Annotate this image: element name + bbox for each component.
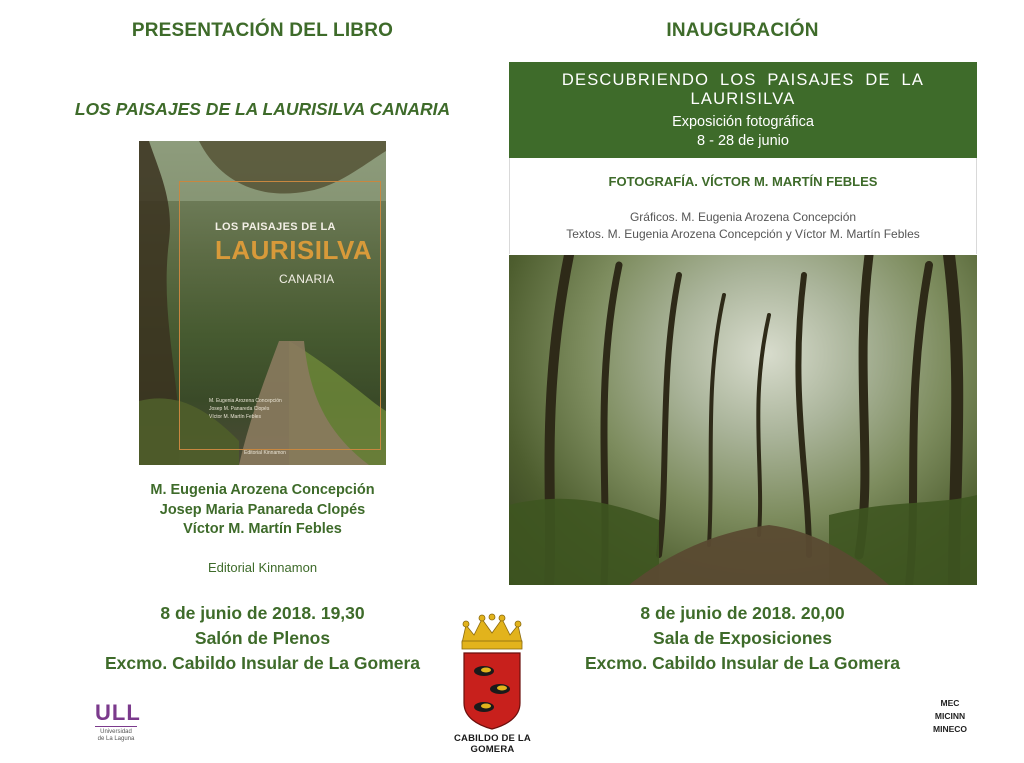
presentation-institution: Excmo. Cabildo Insular de La Gomera xyxy=(104,653,421,673)
exhibition-title: DESCUBRIENDO LOS PAISAJES DE LA LAURISILVA xyxy=(561,71,925,108)
texts-credit: Textos. M. Eugenia Arozena Concepción y Víctor M. Martín Febles xyxy=(566,227,920,241)
presentation-event-details xyxy=(60,601,465,676)
cover-author: Josep M. Panareda Clopés xyxy=(209,406,270,412)
inauguration-venue: Sala de Exposiciones xyxy=(653,628,832,648)
exhibition-subtitle: Exposición fotográfica xyxy=(672,114,814,130)
book-presentation-heading: PRESENTACIÓN DEL LIBRO xyxy=(131,20,394,41)
ull-logo-mark: ULL xyxy=(95,700,141,725)
graphics-credit: Gráficos. M. Eugenia Arozena Concepción xyxy=(629,210,857,224)
ministry-label: MEC xyxy=(940,698,960,708)
forest-photograph xyxy=(509,255,977,585)
cabildo-name: CABILDO DE LA GOMERA xyxy=(453,733,531,755)
cover-author: Víctor M. Martín Febles xyxy=(209,414,261,420)
cover-author: M. Eugenia Arozena Concepción xyxy=(209,398,282,404)
author-name: Josep Maria Panareda Clopés xyxy=(159,501,366,518)
ministry-label: MINECO xyxy=(933,724,967,734)
book-cover-image xyxy=(139,141,386,465)
credits-box xyxy=(509,158,977,254)
book-publisher: Editorial Kinnamon xyxy=(207,560,318,575)
presentation-venue: Salón de Plenos xyxy=(194,628,331,648)
book-title: LOS PAISAJES DE LA LAURISILVA CANARIA xyxy=(74,99,451,119)
cabildo-crest-icon xyxy=(452,613,532,731)
ull-line2: de La Laguna xyxy=(97,736,135,742)
cover-title-line2: LAURISILVA xyxy=(215,235,373,265)
ull-logo-divider xyxy=(95,726,137,727)
presentation-date: 8 de junio de 2018. 19,30 xyxy=(160,603,365,623)
author-name: M. Eugenia Arozena Concepción xyxy=(150,482,375,498)
author-name: Víctor M. Martín Febles xyxy=(183,521,342,537)
exhibition-subtitle-block xyxy=(509,113,977,151)
inauguration-event-details xyxy=(540,601,945,676)
inauguration-heading: INAUGURACIÓN xyxy=(666,20,819,41)
forest-trees-illustration xyxy=(509,255,977,585)
book-authors xyxy=(100,481,425,540)
cover-authors xyxy=(209,397,282,421)
ull-logo-text xyxy=(84,729,148,743)
photography-credit: FOTOGRAFÍA. VÍCTOR M. MARTÍN FEBLES xyxy=(608,174,878,189)
cover-title-line1: LOS PAISAJES DE LA xyxy=(215,221,336,233)
inauguration-date: 8 de junio de 2018. 20,00 xyxy=(640,603,845,623)
exhibition-banner xyxy=(509,62,977,158)
cover-title-line3: CANARIA xyxy=(279,272,335,286)
ministry-logos xyxy=(930,697,970,736)
exhibition-dates: 8 - 28 de junio xyxy=(697,133,789,149)
ull-line1: Universidad xyxy=(100,729,132,735)
inauguration-institution: Excmo. Cabildo Insular de La Gomera xyxy=(584,653,901,673)
cover-publisher: Editorial Kinnamon xyxy=(244,450,286,456)
secondary-credits xyxy=(510,209,976,243)
ministry-label: MICINN xyxy=(934,711,966,721)
